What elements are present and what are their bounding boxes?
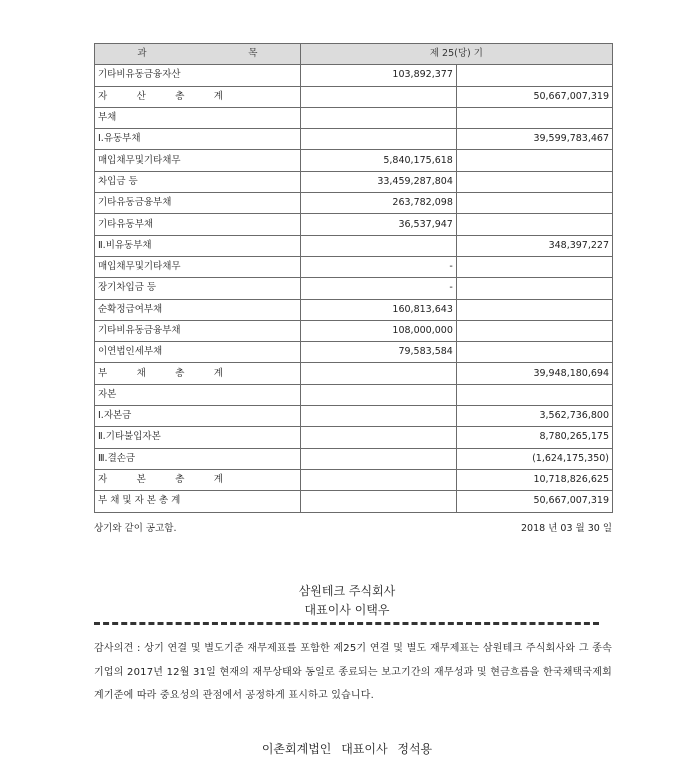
row-amount-total — [456, 107, 612, 128]
row-amount-total: 3,562,736,800 — [456, 406, 612, 427]
row-label: 차입금 등 — [95, 171, 301, 192]
table-row — [95, 235, 613, 256]
row-amount-total — [456, 150, 612, 171]
row-amount-detail: 33,459,287,804 — [300, 171, 456, 192]
header-account-text: 과 목 — [137, 48, 258, 60]
header-account — [95, 44, 301, 65]
table-row — [95, 171, 613, 192]
row-amount-detail — [300, 448, 456, 469]
row-label: Ⅱ.기타불입자본 — [95, 427, 301, 448]
ceo-name: 대표이사 이택우 — [304, 603, 390, 617]
row-amount-detail — [300, 129, 456, 150]
row-label: 부채 — [95, 107, 301, 128]
row-amount-detail — [300, 107, 456, 128]
table-header-row — [95, 44, 613, 65]
row-amount-detail — [300, 491, 456, 512]
row-amount-total — [456, 384, 612, 405]
audit-opinion: 감사의견 : 상기 연결 및 별도기준 재무제표를 포함한 제25기 연결 및 별도 재무제표는 삼원테크 주식회사와 그 종속기업의 2017년 12월 31일 현재의 재무상태와 동일로 종료되는 보고기간의 재무성과 및 현금흐름을 한국채택국제회계기준에 따라 중요성의 관점에서 공정하게 표시하고 있습니다. — [94, 643, 612, 701]
table-row — [95, 86, 613, 107]
row-amount-total — [456, 278, 612, 299]
table-row — [95, 278, 613, 299]
table-row — [95, 384, 613, 405]
table-row — [95, 363, 613, 384]
table-body — [95, 65, 613, 512]
row-label: Ⅲ.결손금 — [95, 448, 301, 469]
row-amount-detail: 36,537,947 — [300, 214, 456, 235]
row-amount-detail: 5,840,175,618 — [300, 150, 456, 171]
row-amount-detail — [300, 235, 456, 256]
row-amount-total — [456, 193, 612, 214]
row-amount-total — [456, 342, 612, 363]
row-amount-total — [456, 256, 612, 277]
row-amount-total: 50,667,007,319 — [456, 491, 612, 512]
row-amount-total — [456, 299, 612, 320]
table-row — [95, 469, 613, 490]
row-amount-total: (1,624,175,350) — [456, 448, 612, 469]
table-row — [95, 256, 613, 277]
row-amount-total — [456, 214, 612, 235]
table-row — [95, 150, 613, 171]
row-amount-total: 348,397,227 — [456, 235, 612, 256]
table-row — [95, 448, 613, 469]
row-label: 매입채무및기타채무 — [95, 256, 301, 277]
row-amount-total: 8,780,265,175 — [456, 427, 612, 448]
row-label: 이연법인세부채 — [95, 342, 301, 363]
row-label: 기타유동부채 — [95, 214, 301, 235]
table-row — [95, 129, 613, 150]
row-amount-total — [456, 320, 612, 341]
row-amount-detail — [300, 427, 456, 448]
dashed-divider — [94, 622, 599, 625]
table-row — [95, 299, 613, 320]
row-amount-detail: - — [300, 256, 456, 277]
row-amount-total — [456, 171, 612, 192]
header-period: 제 25(당) 기 — [300, 44, 612, 65]
row-label: 부 채 총 계 — [95, 363, 301, 384]
row-amount-total: 39,948,180,694 — [456, 363, 612, 384]
row-amount-detail — [300, 406, 456, 427]
table-row — [95, 65, 613, 86]
row-label: 기타비유동금융부채 — [95, 320, 301, 341]
table-row — [95, 214, 613, 235]
auditor-name: 이촌회계법인 대표이사 정석용 — [261, 742, 433, 756]
row-amount-detail — [300, 469, 456, 490]
row-amount-detail: - — [300, 278, 456, 299]
balance-sheet-table — [94, 43, 613, 513]
row-label: 매입채무및기타채무 — [95, 150, 301, 171]
table-row — [95, 107, 613, 128]
table-row — [95, 427, 613, 448]
row-label: Ⅰ.유동부채 — [95, 129, 301, 150]
row-amount-total: 39,599,783,467 — [456, 129, 612, 150]
row-label: 기타비유동금융자산 — [95, 65, 301, 86]
table-row — [95, 320, 613, 341]
row-amount-detail: 160,813,643 — [300, 299, 456, 320]
row-label: 기타유동금융부채 — [95, 193, 301, 214]
row-amount-detail: 103,892,377 — [300, 65, 456, 86]
table-row — [95, 193, 613, 214]
announcement-date: 2018 년 03 월 30 일 — [521, 523, 612, 534]
announcement-note: 상기와 같이 공고함. — [94, 523, 177, 534]
row-amount-detail: 108,000,000 — [300, 320, 456, 341]
row-label: 부 채 및 자 본 총 계 — [95, 491, 301, 512]
row-label: Ⅱ.비유동부채 — [95, 235, 301, 256]
row-label: 장기차입금 등 — [95, 278, 301, 299]
row-amount-total — [456, 65, 612, 86]
row-label: 자본 — [95, 384, 301, 405]
table-row — [95, 406, 613, 427]
row-amount-detail — [300, 86, 456, 107]
row-label: 자 산 총 계 — [95, 86, 301, 107]
row-amount-detail — [300, 363, 456, 384]
table-row — [95, 491, 613, 512]
company-name: 삼원테크 주식회사 — [298, 584, 396, 598]
row-amount-total: 10,718,826,625 — [456, 469, 612, 490]
row-amount-detail: 263,782,098 — [300, 193, 456, 214]
row-amount-total: 50,667,007,319 — [456, 86, 612, 107]
row-label: 순확정급여부채 — [95, 299, 301, 320]
row-amount-detail: 79,583,584 — [300, 342, 456, 363]
row-amount-detail — [300, 384, 456, 405]
row-label: Ⅰ.자본금 — [95, 406, 301, 427]
row-label: 자 본 총 계 — [95, 469, 301, 490]
table-row — [95, 342, 613, 363]
